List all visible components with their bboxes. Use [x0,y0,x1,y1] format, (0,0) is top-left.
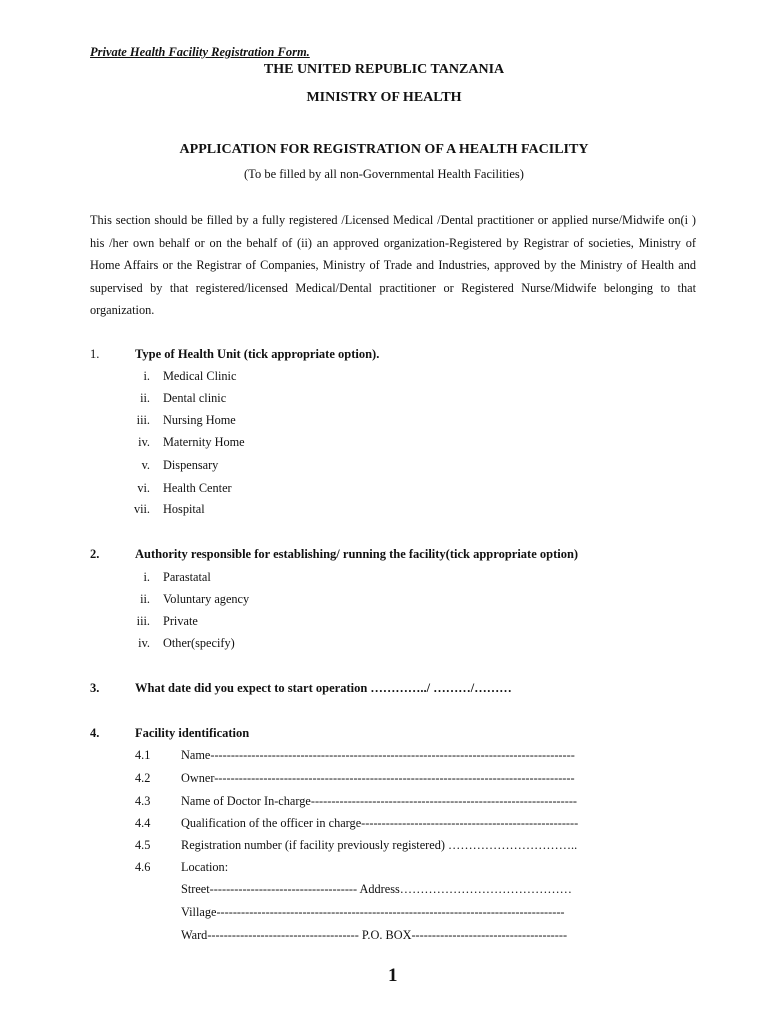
section-3-number: 3. [90,681,100,695]
option-hospital[interactable]: Hospital [163,502,205,516]
option-numeral: iv. [138,636,150,650]
option-health-center[interactable]: Health Center [163,481,232,495]
street-address-field[interactable]: Street------------------------------------ Address…………………………………… [181,882,572,896]
intro-paragraph [90,209,696,322]
option-medical-clinic[interactable]: Medical Clinic [163,369,237,383]
section-4-number: 4. [90,726,100,740]
intro-line: organization. [90,303,155,317]
option-numeral: ii. [140,391,150,405]
form-header-note: Private Health Facility Registration Form. [90,45,310,59]
application-subtitle: (To be filled by all non-Governmental Health Facilities) [244,167,524,181]
intro-line: This section should be filled by a fully registered /Licensed Medical /Dental practitioner or applied nurse/Midwife on(i ) [90,213,696,227]
option-numeral: v. [141,458,150,472]
item-number: 4.6 [135,860,151,874]
intro-line: his /her own behalf or on the behalf of (ii) an approved organization-Registered by Registrar of societies, Ministry of [90,235,696,250]
section-2-number: 2. [90,547,100,561]
item-number: 4.3 [135,794,151,808]
application-title: APPLICATION FOR REGISTRATION OF A HEALTH FACILITY [179,142,589,157]
option-other-specify[interactable]: Other(specify) [163,636,235,650]
option-nursing-home[interactable]: Nursing Home [163,413,236,427]
intro-line: supervised by that registered/licensed Medical/Dental practitioner or Registered Nurse/Midwife belonging to that [90,280,696,295]
section-1-number: 1. [90,347,100,361]
ministry-title: MINISTRY OF HEALTH [306,90,462,105]
location-label: Location: [181,860,229,874]
option-numeral: iv. [138,435,150,449]
section-4-title: Facility identification [135,726,250,740]
option-voluntary-agency[interactable]: Voluntary agency [163,592,250,606]
option-numeral: ii. [140,592,150,606]
village-field[interactable]: Village------------------------------------------------------------------------------------- [181,905,565,919]
item-number: 4.4 [135,816,151,830]
option-dental-clinic[interactable]: Dental clinic [163,391,227,405]
option-dispensary[interactable]: Dispensary [163,458,219,472]
option-parastatal[interactable]: Parastatal [163,570,211,584]
officer-qualification-field[interactable]: Qualification of the officer in charge----------------------------------------------------- [181,816,579,830]
intro-line: Home Affairs or the Registrar of Companies, Ministry of Trade and Industries, approved by the Ministry of Health and [90,258,696,272]
option-numeral: iii. [136,413,150,427]
page-number: 1 [388,965,398,986]
start-date-field[interactable]: What date did you expect to start operation …………../ ………/……… [135,681,512,695]
doctor-in-charge-field[interactable]: Name of Doctor In-charge----------------------------------------------------------------- [181,794,578,808]
item-number: 4.1 [135,748,151,762]
option-maternity-home[interactable]: Maternity Home [163,435,245,449]
ward-pobox-field[interactable]: Ward------------------------------------- P.O. BOX-------------------------------------- [181,928,568,942]
section-2-title: Authority responsible for establishing/ running the facility(tick appropriate option) [135,547,579,561]
option-private[interactable]: Private [163,614,198,628]
item-number: 4.2 [135,771,151,785]
facility-name-field[interactable]: Name----------------------------------------------------------------------------------------- [181,748,575,762]
option-numeral: iii. [136,614,150,628]
item-number: 4.5 [135,838,151,852]
option-numeral: i. [143,369,150,383]
option-numeral: vii. [133,502,150,516]
owner-field[interactable]: Owner---------------------------------------------------------------------------------------- [181,771,575,785]
option-numeral: vi. [137,481,150,495]
section-1-title: Type of Health Unit (tick appropriate option). [135,347,380,361]
country-title: THE UNITED REPUBLIC TANZANIA [263,62,505,77]
option-numeral: i. [143,570,150,584]
registration-number-field[interactable]: Registration number (if facility previously registered) ………………………….. [181,838,578,852]
